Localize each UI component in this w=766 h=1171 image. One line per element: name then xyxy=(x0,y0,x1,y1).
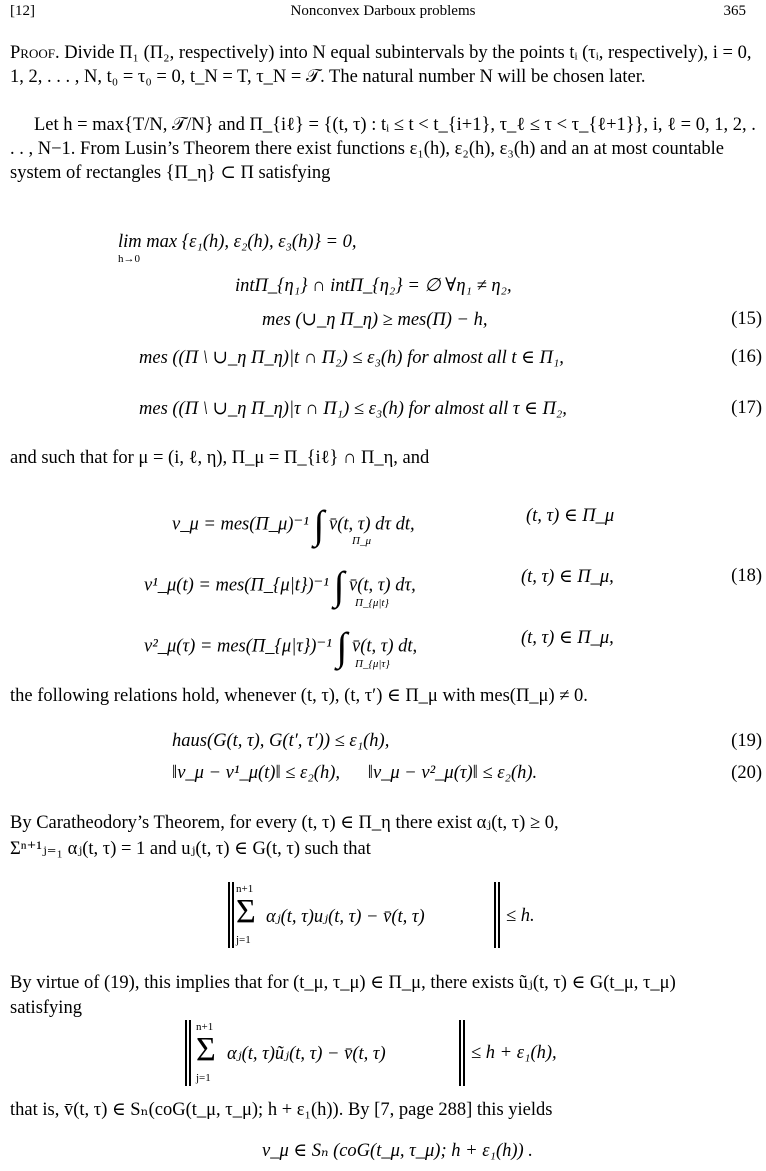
equation-16: mes ((Π \ ∪_η Π_η)|t ∩ Π₂) ≤ ε₃(h) for almost all t ∈ Π₁, xyxy=(139,348,564,368)
equation-18a-condition: (t, τ) ∈ Π_μ xyxy=(526,506,615,526)
sum-2-upper: n+1 xyxy=(196,1021,214,1033)
sum-2-body: αⱼ(t, τ)ũⱼ(t, τ) − v̄(t, τ) xyxy=(227,1044,386,1064)
equation-number-17: (17) xyxy=(731,398,762,418)
paragraph-7: that is, v̄(t, τ) ∈ Sₙ(coG(t_μ, τ_μ); h + ε₁(h)). By [7, page 288] this yields xyxy=(10,1100,553,1120)
equation-17: mes ((Π \ ∪_η Π_η)|τ ∩ Π₁) ≤ ε₃(h) for almost all τ ∈ Π₂, xyxy=(139,399,567,419)
equation-18a-rhs: v̄(t, τ) dτ dt, xyxy=(329,514,415,535)
equation-18a-domain: Π_μ xyxy=(352,535,371,547)
paragraph-1-text: Divide Π₁ (Π₂, respectively) into N equal subintervals by the points tᵢ (τᵢ, respectively), i = 0, 1, 2, . . . , N, t₀ = τ₀ = 0, t_N = T, τ_N = 𝒯. The natural number N will be chosen later. xyxy=(10,43,752,87)
equation-20b-body: v_μ − v²_μ(τ) xyxy=(372,763,473,783)
equation-number-16: (16) xyxy=(731,347,762,367)
equation-final: v_μ ∈ Sₙ (coG(t_μ, τ_μ); h + ε₁(h)) . xyxy=(262,1141,533,1161)
integral-sign: ∫ xyxy=(333,563,345,608)
paragraph-3: and such that for μ = (i, ℓ, η), Π_μ = Π_{iℓ} ∩ Π_η, and xyxy=(10,448,430,468)
equation-number-15: (15) xyxy=(731,309,762,329)
paragraph-5-line-2: Σⁿ⁺¹ⱼ₌₁ αⱼ(t, τ) = 1 and uⱼ(t, τ) ∈ G(t, τ) such that xyxy=(10,839,371,859)
paragraph-2: Let h = max{T/N, 𝒯/N} and Π_{iℓ} = {(t, τ) : tᵢ ≤ t < t_{i+1}, τ_ℓ ≤ τ < τ_{ℓ+1}}, i, ℓ = 0, 1, 2, . . . , N−1. From Lusin’s Theorem there exist functions ε₁(h), ε₂(h), ε₃(h) and an at most countable system of rectangles {Π_η} ⊂ Π satisfying xyxy=(10,115,756,183)
paragraph-proof-intro xyxy=(10,41,762,89)
sum-2-tail: ≤ h + ε₁(h), xyxy=(471,1043,557,1063)
equation-18a-lhs: v_μ = mes(Π_μ)⁻¹ xyxy=(172,514,309,535)
paragraph-4: the following relations hold, whenever (t, τ), (t, τ′) ∈ Π_μ with mes(Π_μ) ≠ 0. xyxy=(10,686,588,706)
sum-1-lower: j=1 xyxy=(236,934,251,946)
integral-sign: ∫ xyxy=(313,502,325,547)
paragraph-6-line-1: By virtue of (19), this implies that for (t_μ, τ_μ) ∈ Π_μ, there exists ũⱼ(t, τ) ∈ G(t_μ, τ_μ) xyxy=(10,973,676,993)
integral-sign: ∫ xyxy=(336,624,348,669)
equation-20: ‖v_μ − v¹_μ(t)‖ ≤ ε₂(h), ‖v_μ − v²_μ(τ)‖ ≤ ε₂(h). xyxy=(172,763,538,783)
equation-limmax-text: lim max {ε₁(h), ε₂(h), ε₃(h)} = 0, xyxy=(118,232,357,252)
sum-1-upper: n+1 xyxy=(236,883,254,895)
equation-interior-disjoint: intΠ_{η₁} ∩ intΠ_{η₂} = ∅ ∀η₁ ≠ η₂, xyxy=(235,276,512,296)
sum-1-body: αⱼ(t, τ)uⱼ(t, τ) − v̄(t, τ) xyxy=(266,907,425,927)
proof-label: Proof. xyxy=(10,43,60,63)
equation-limmax xyxy=(118,232,357,253)
equation-20a-tail: ≤ ε₂(h), xyxy=(285,763,340,783)
equation-18c-lhs: v²_μ(τ) = mes(Π_{μ|τ})⁻¹ xyxy=(144,636,332,657)
equation-number-19: (19) xyxy=(731,731,762,751)
header-title: Nonconvex Darboux problems xyxy=(290,3,476,19)
sum-2-sigma: Σ xyxy=(196,1031,216,1068)
sum-1-sigma: Σ xyxy=(236,893,256,930)
sum-1-tail: ≤ h. xyxy=(506,906,535,926)
equation-20b-tail: ≤ ε₂(h). xyxy=(482,763,538,783)
equation-18a xyxy=(172,502,415,547)
equation-limmax-subscript: h→0 xyxy=(118,253,140,265)
sum-2-lower: j=1 xyxy=(196,1072,211,1084)
header-ref: [12] xyxy=(10,3,35,19)
equation-18b-lhs: v¹_μ(t) = mes(Π_{μ|t})⁻¹ xyxy=(144,575,329,596)
paragraph-6-line-2: satisfying xyxy=(10,998,82,1018)
equation-20a-body: v_μ − v¹_μ(t) xyxy=(177,763,276,783)
equation-number-18: (18) xyxy=(731,566,762,586)
paragraph-5-line-1: By Caratheodory’s Theorem, for every (t, τ) ∈ Π_η there exist αⱼ(t, τ) ≥ 0, xyxy=(10,813,559,833)
page-number: 365 xyxy=(723,3,746,19)
equation-18b-domain: Π_{μ|t} xyxy=(355,597,389,609)
equation-18c-domain: Π_{μ|τ} xyxy=(355,658,390,670)
equation-number-20: (20) xyxy=(731,763,762,783)
equation-18c-condition: (t, τ) ∈ Π_μ, xyxy=(521,628,614,648)
equation-15: mes (∪_η Π_η) ≥ mes(Π) − h, xyxy=(262,310,488,330)
equation-19: haus(G(t, τ), G(t′, τ′)) ≤ ε₁(h), xyxy=(172,731,390,751)
equation-18b-rhs: v̄(t, τ) dτ, xyxy=(349,575,416,596)
equation-18c-rhs: v̄(t, τ) dt, xyxy=(352,636,418,657)
equation-18b-condition: (t, τ) ∈ Π_μ, xyxy=(521,567,614,587)
